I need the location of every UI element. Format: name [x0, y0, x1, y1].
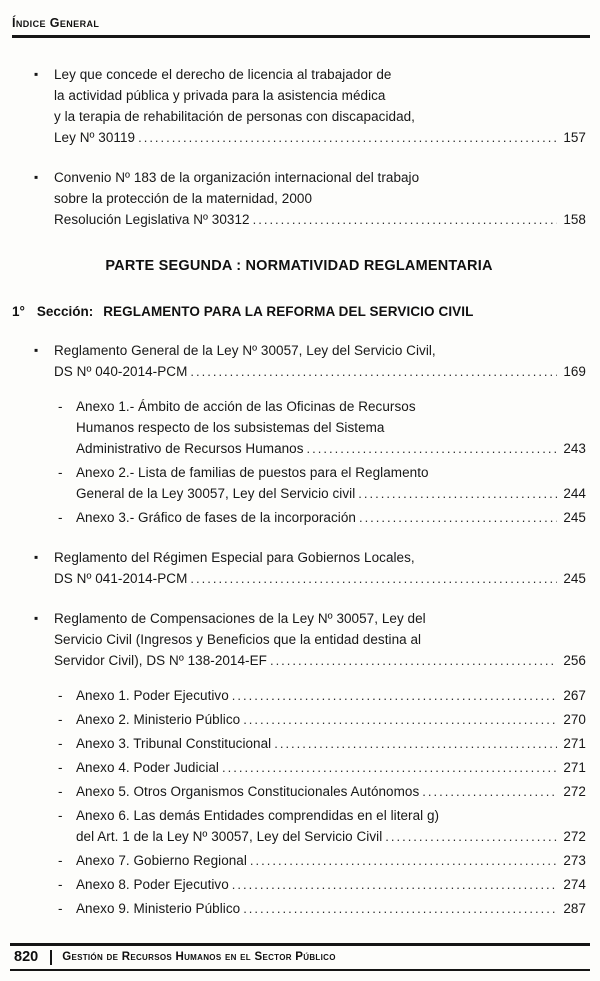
leader-text: General de la Ley 30057, Ley del Servicio civil — [76, 486, 356, 501]
page-number: 273 — [563, 853, 586, 868]
entry-line: Convenio Nº 183 de la organización internacional del trabajo — [54, 170, 420, 185]
dash-marker-icon: - — [58, 877, 63, 892]
leader-text: Administrativo de Recursos Humanos — [76, 441, 304, 456]
entry-body — [54, 608, 586, 671]
toc-entry — [12, 396, 586, 459]
toc-entry — [12, 64, 586, 148]
entry-line: Ley que concede el derecho de licencia al trabajador de — [54, 67, 392, 82]
entry-body — [54, 340, 586, 382]
entry-body — [76, 685, 586, 706]
entry-body — [76, 757, 586, 778]
toc-entry — [12, 608, 586, 671]
page-number: 244 — [563, 486, 586, 501]
footer-book-title: Gestión de Recursos Humanos en el Sector Público — [62, 951, 336, 963]
leader-text: Anexo 9. Ministerio Público — [76, 901, 241, 916]
entry-leader-line — [76, 483, 586, 504]
dot-leader — [253, 209, 557, 230]
entry-leader-line — [76, 898, 586, 919]
page-number: 270 — [563, 712, 586, 727]
dot-leader — [243, 898, 557, 919]
dot-leader — [232, 685, 557, 706]
leader-text: del Art. 1 de la Ley Nº 30057, Ley del Servicio Civil — [76, 829, 383, 844]
entry-leader-line — [54, 127, 586, 148]
dot-leader — [138, 127, 557, 148]
leader-text: Resolución Legislativa Nº 30312 — [54, 212, 250, 227]
entry-body — [76, 874, 586, 895]
section-title: REGLAMENTO PARA LA REFORMA DEL SERVICIO CIVIL — [103, 304, 474, 319]
entry-leader-line — [76, 874, 586, 895]
entry-leader-line — [76, 850, 586, 871]
entry-body — [76, 898, 586, 919]
dash-marker-icon: - — [58, 465, 63, 480]
entry-leader-line — [76, 507, 586, 528]
entry-body — [54, 547, 586, 589]
page-footer — [10, 943, 590, 971]
bullet-marker-icon: ▪ — [34, 611, 39, 625]
entry-body — [54, 167, 586, 230]
entry-body — [54, 64, 586, 148]
dash-marker-icon: - — [58, 901, 63, 916]
entry-leader-line — [76, 733, 586, 754]
page-number: 272 — [563, 784, 586, 799]
part-heading: PARTE SEGUNDA : NORMATIVIDAD REGLAMENTARIA — [105, 258, 493, 274]
bullet-marker-icon: ▪ — [34, 67, 39, 81]
entry-leader-line — [54, 650, 586, 671]
leader-text: Ley Nº 30119 — [54, 130, 136, 145]
leader-text: DS Nº 041-2014-PCM — [54, 571, 188, 586]
toc-entry — [12, 757, 586, 778]
dot-leader — [190, 568, 557, 589]
entry-leader-line — [76, 685, 586, 706]
entry-body — [76, 781, 586, 802]
dash-marker-icon: - — [58, 736, 63, 751]
page-number: 243 — [563, 441, 586, 456]
dash-marker-icon: - — [58, 688, 63, 703]
page-number: 267 — [563, 688, 586, 703]
entry-line: la actividad pública y privada para la asistencia médica — [54, 88, 386, 103]
section-heading — [12, 302, 586, 321]
leader-text: Anexo 2. Ministerio Público — [76, 712, 241, 727]
entry-line: Anexo 2.- Lista de familias de puestos para el Reglamento — [76, 465, 429, 480]
leader-text: DS Nº 040-2014-PCM — [54, 364, 188, 379]
leader-text: Anexo 8. Poder Ejecutivo — [76, 877, 229, 892]
entry-line: Reglamento General de la Ley Nº 30057, Ley del Servicio Civil, — [54, 343, 436, 358]
toc-entry — [12, 805, 586, 847]
footer-page-number: 820 — [14, 949, 39, 965]
dot-leader — [243, 709, 557, 730]
entry-line: sobre la protección de la maternidad, 2000 — [54, 191, 313, 206]
toc-entry — [12, 340, 586, 382]
entry-leader-line — [54, 568, 586, 589]
page-header — [0, 0, 600, 38]
leader-text: Anexo 5. Otros Organismos Constitucionales Autónomos — [76, 784, 420, 799]
dot-leader — [359, 507, 557, 528]
entry-leader-line — [76, 438, 586, 459]
toc-entry — [12, 733, 586, 754]
leader-text: Anexo 3. Tribunal Constitucional — [76, 736, 272, 751]
toc-entry — [12, 167, 586, 230]
page-number: 245 — [563, 510, 586, 525]
entry-body — [76, 805, 586, 847]
entry-body — [76, 709, 586, 730]
page-number: 274 — [563, 877, 586, 892]
leader-text: Servidor Civil), DS Nº 138-2014-EF — [54, 653, 267, 668]
entry-leader-line — [76, 709, 586, 730]
leader-text: Anexo 3.- Gráfico de fases de la incorporación — [76, 510, 356, 525]
page-number: 169 — [563, 364, 586, 379]
page-number: 256 — [563, 653, 586, 668]
toc-entries — [0, 64, 600, 919]
toc-entry — [12, 850, 586, 871]
dot-leader — [270, 650, 557, 671]
dot-leader — [422, 781, 557, 802]
dash-marker-icon: - — [58, 808, 63, 823]
entry-body — [76, 850, 586, 871]
dot-leader — [222, 757, 557, 778]
page-number: 287 — [563, 901, 586, 916]
header-rule — [12, 35, 590, 38]
entry-line: y la terapia de rehabilitación de personas con discapacidad, — [54, 109, 415, 124]
bullet-marker-icon: ▪ — [34, 550, 39, 564]
page-number: 271 — [563, 760, 586, 775]
entry-line: Anexo 1.- Ámbito de acción de las Oficinas de Recursos — [76, 399, 416, 414]
dot-leader — [274, 733, 557, 754]
toc-entry — [12, 685, 586, 706]
section-label: Sección: — [36, 304, 94, 319]
dash-marker-icon: - — [58, 853, 63, 868]
toc-entry — [12, 462, 586, 504]
dash-marker-icon: - — [58, 712, 63, 727]
dash-marker-icon: - — [58, 399, 63, 414]
entry-leader-line — [76, 781, 586, 802]
dot-leader — [190, 361, 557, 382]
entry-leader-line — [54, 209, 586, 230]
page-number: 158 — [563, 212, 586, 227]
toc-entry — [12, 781, 586, 802]
page-number: 271 — [563, 736, 586, 751]
entry-body — [76, 396, 586, 459]
dot-leader — [250, 850, 557, 871]
entry-leader-line — [76, 826, 586, 847]
leader-text: Anexo 1. Poder Ejecutivo — [76, 688, 229, 703]
bullet-marker-icon: ▪ — [34, 343, 39, 357]
leader-text: Anexo 7. Gobierno Regional — [76, 853, 247, 868]
dash-marker-icon: - — [58, 760, 63, 775]
toc-entry — [12, 874, 586, 895]
toc-entry — [12, 547, 586, 589]
entry-line: Humanos respecto de los subsistemas del Sistema — [76, 420, 385, 435]
entry-line: Reglamento del Régimen Especial para Gobiernos Locales, — [54, 550, 415, 565]
dot-leader — [385, 826, 557, 847]
entry-leader-line — [76, 757, 586, 778]
dot-leader — [307, 438, 557, 459]
entry-body — [76, 733, 586, 754]
dot-leader — [358, 483, 557, 504]
toc-entry — [12, 898, 586, 919]
dash-marker-icon: - — [58, 510, 63, 525]
header-title: Índice General — [12, 16, 100, 30]
page-number: 272 — [563, 829, 586, 844]
toc-entry — [12, 709, 586, 730]
entry-body — [76, 462, 586, 504]
entry-line: Anexo 6. Las demás Entidades comprendidas en el literal g) — [76, 808, 440, 823]
page-number: 245 — [563, 571, 586, 586]
entry-line: Servicio Civil (Ingresos y Beneficios que la entidad destina al — [54, 632, 422, 647]
entry-line: Reglamento de Compensaciones de la Ley Nº 30057, Ley del — [54, 611, 426, 626]
entry-body — [76, 507, 586, 528]
leader-text: Anexo 4. Poder Judicial — [76, 760, 219, 775]
bullet-marker-icon: ▪ — [34, 170, 39, 184]
dash-marker-icon: - — [58, 784, 63, 799]
entry-leader-line — [54, 361, 586, 382]
dot-leader — [232, 874, 557, 895]
section-number: 1° — [12, 304, 25, 319]
toc-entry — [12, 507, 586, 528]
page-number: 157 — [563, 130, 586, 145]
footer-divider — [50, 950, 52, 965]
